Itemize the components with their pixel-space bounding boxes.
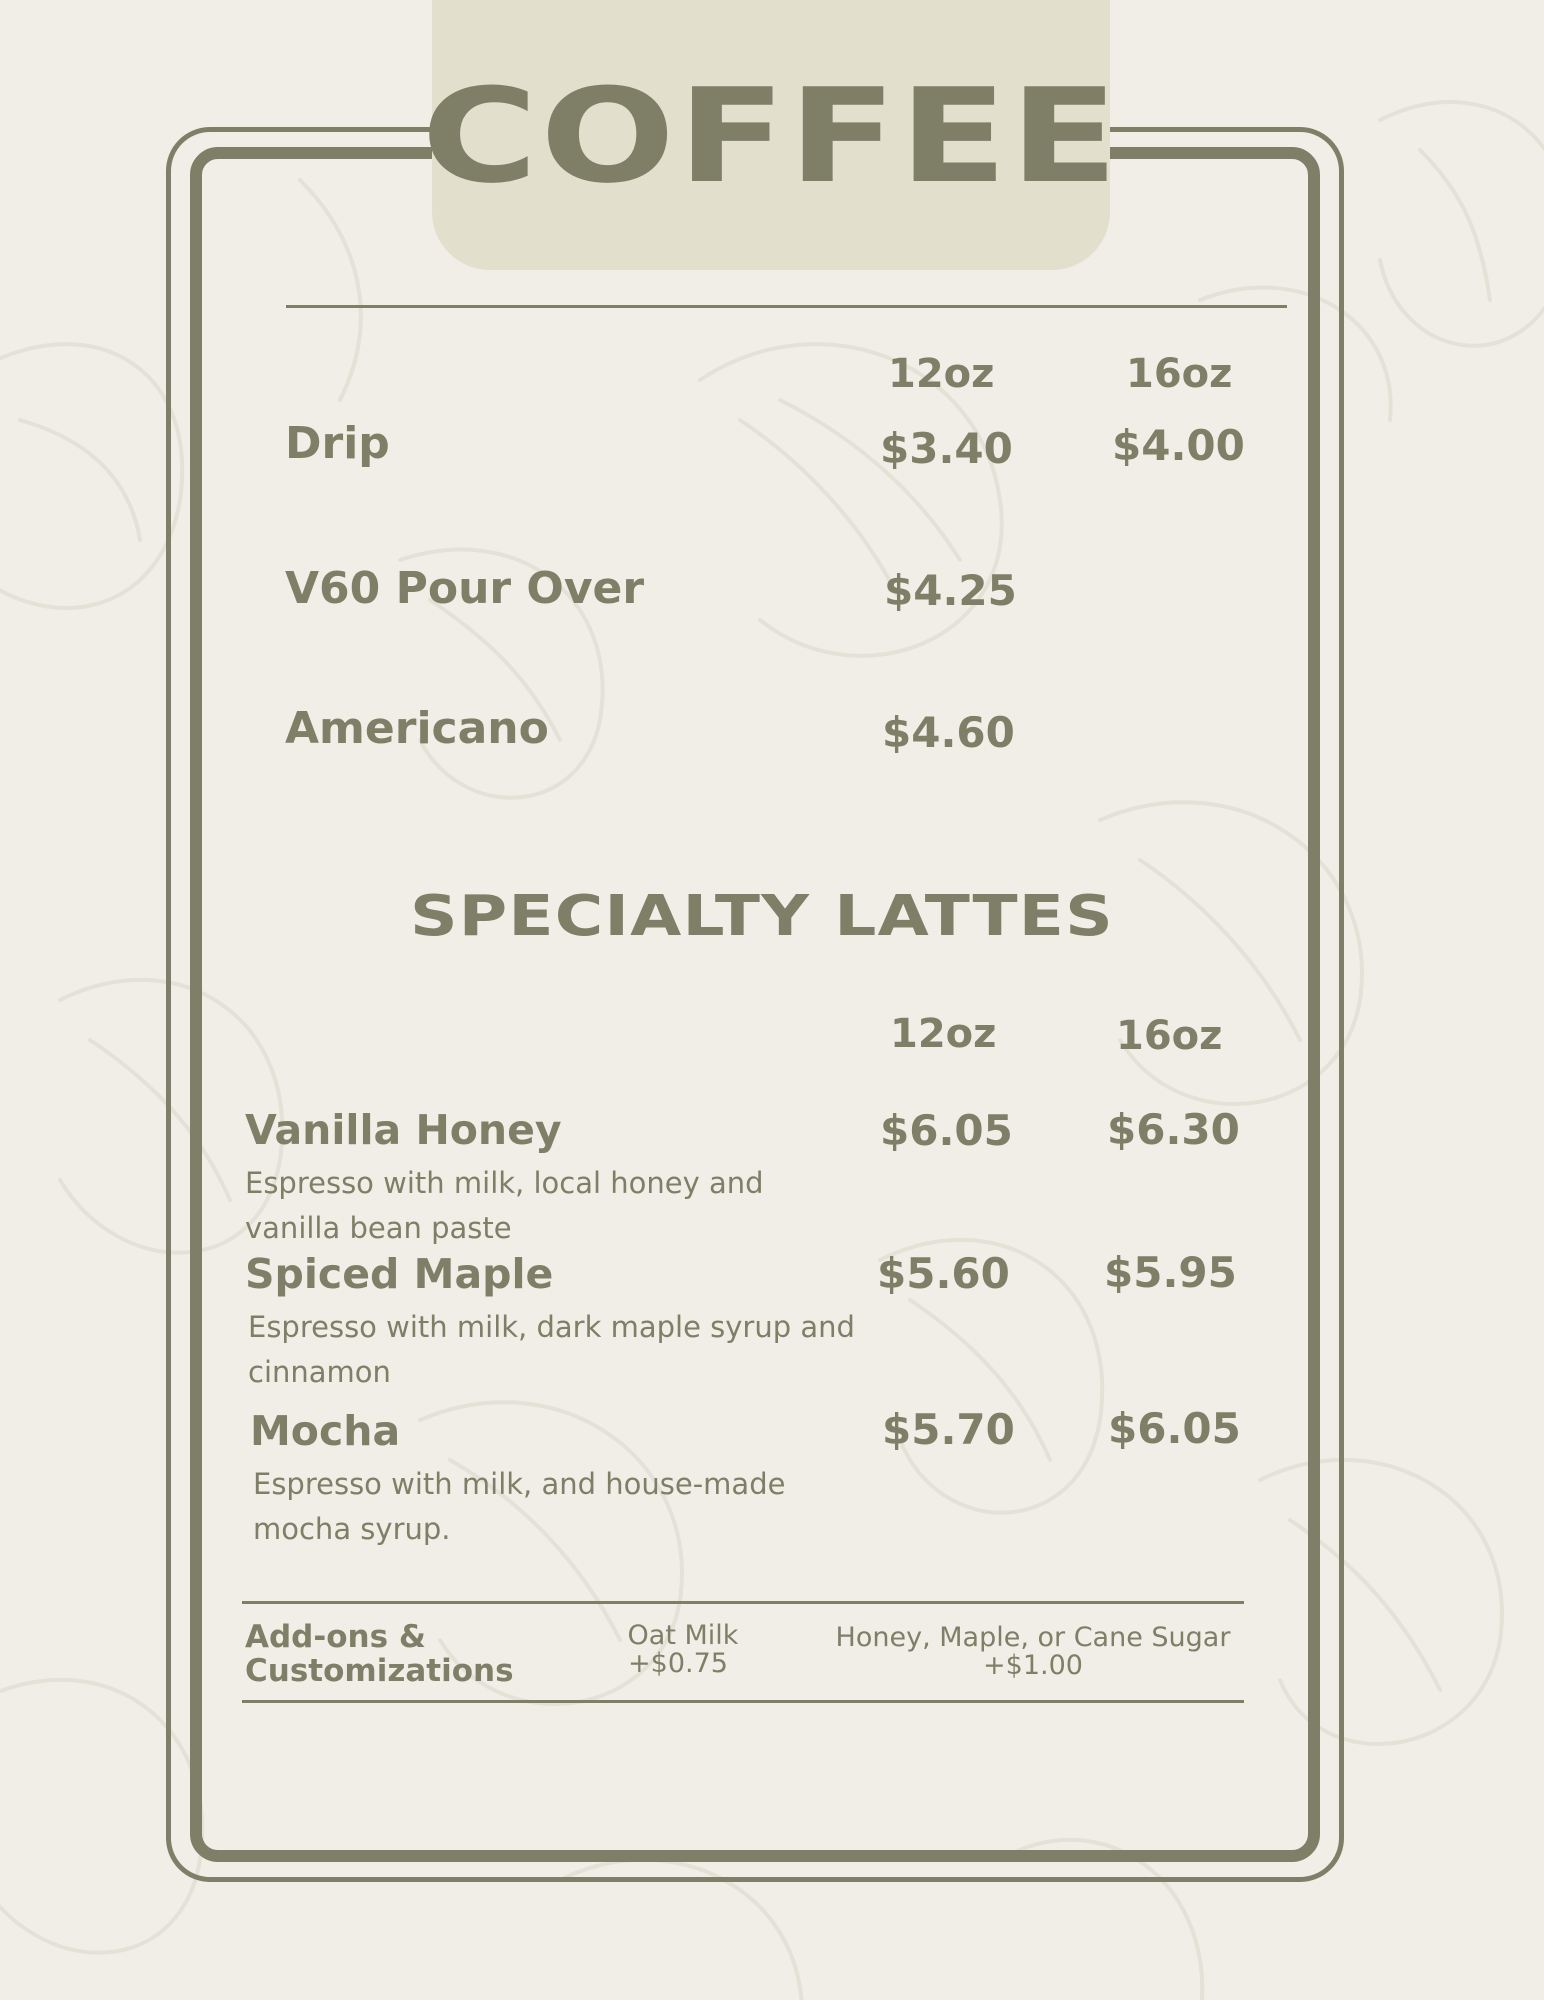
latte-item-spiced-maple-name: Spiced Maple bbox=[245, 1250, 554, 1298]
coffee-item-drip-name: Drip bbox=[285, 418, 390, 469]
latte-item-vanilla-honey-name: Vanilla Honey bbox=[245, 1106, 562, 1154]
latte-item-vanilla-honey-price-16oz: $6.30 bbox=[1107, 1105, 1240, 1154]
page-title: COFFEE bbox=[421, 60, 1121, 212]
addons-bottom-divider bbox=[242, 1700, 1244, 1703]
addon-sweetener-name: Honey, Maple, or Cane Sugar bbox=[835, 1622, 1231, 1653]
coffee-size-12oz-header: 12oz bbox=[888, 351, 995, 397]
latte-item-vanilla-honey-price-12oz: $6.05 bbox=[880, 1106, 1013, 1155]
latte-item-mocha-price-12oz: $5.70 bbox=[882, 1405, 1015, 1454]
addon-oat-milk-name: Oat Milk bbox=[627, 1620, 739, 1651]
coffee-item-americano-price-12oz: $4.60 bbox=[882, 708, 1015, 757]
coffee-size-16oz-header: 16oz bbox=[1126, 351, 1233, 397]
latte-item-spiced-maple-price-16oz: $5.95 bbox=[1104, 1248, 1237, 1297]
addons-top-divider bbox=[242, 1601, 1244, 1604]
latte-size-16oz-header: 16oz bbox=[1116, 1013, 1223, 1059]
latte-item-mocha-name: Mocha bbox=[250, 1407, 401, 1455]
latte-item-spiced-maple-desc: Espresso with milk, dark maple syrup and cinnamon bbox=[248, 1310, 855, 1389]
addons-label-line1: Add-ons & bbox=[245, 1619, 426, 1655]
coffee-item-v60-name: V60 Pour Over bbox=[285, 563, 645, 614]
addons-label-line2: Customizations bbox=[245, 1653, 514, 1689]
latte-item-mocha-desc: Espresso with milk, and house-made mocha syrup. bbox=[253, 1467, 786, 1546]
addon-sweetener-price: +$1.00 bbox=[983, 1650, 1083, 1681]
latte-item-spiced-maple-price-12oz: $5.60 bbox=[877, 1249, 1010, 1298]
latte-item-mocha-price-16oz: $6.05 bbox=[1108, 1404, 1241, 1453]
latte-size-12oz-header: 12oz bbox=[890, 1011, 997, 1057]
coffee-item-v60-price-12oz: $4.25 bbox=[884, 566, 1017, 615]
coffee-item-drip-price-16oz: $4.00 bbox=[1112, 421, 1245, 470]
inner-border-frame bbox=[190, 147, 1320, 1862]
specialty-lattes-title: SPECIALTY LATTES bbox=[410, 884, 1114, 949]
addon-oat-milk-price: +$0.75 bbox=[628, 1648, 728, 1679]
coffee-item-drip-price-12oz: $3.40 bbox=[880, 424, 1013, 473]
coffee-item-americano-name: Americano bbox=[285, 703, 549, 754]
top-divider bbox=[286, 305, 1287, 308]
latte-item-vanilla-honey-desc: Espresso with milk, local honey and vanilla bean paste bbox=[245, 1166, 764, 1245]
